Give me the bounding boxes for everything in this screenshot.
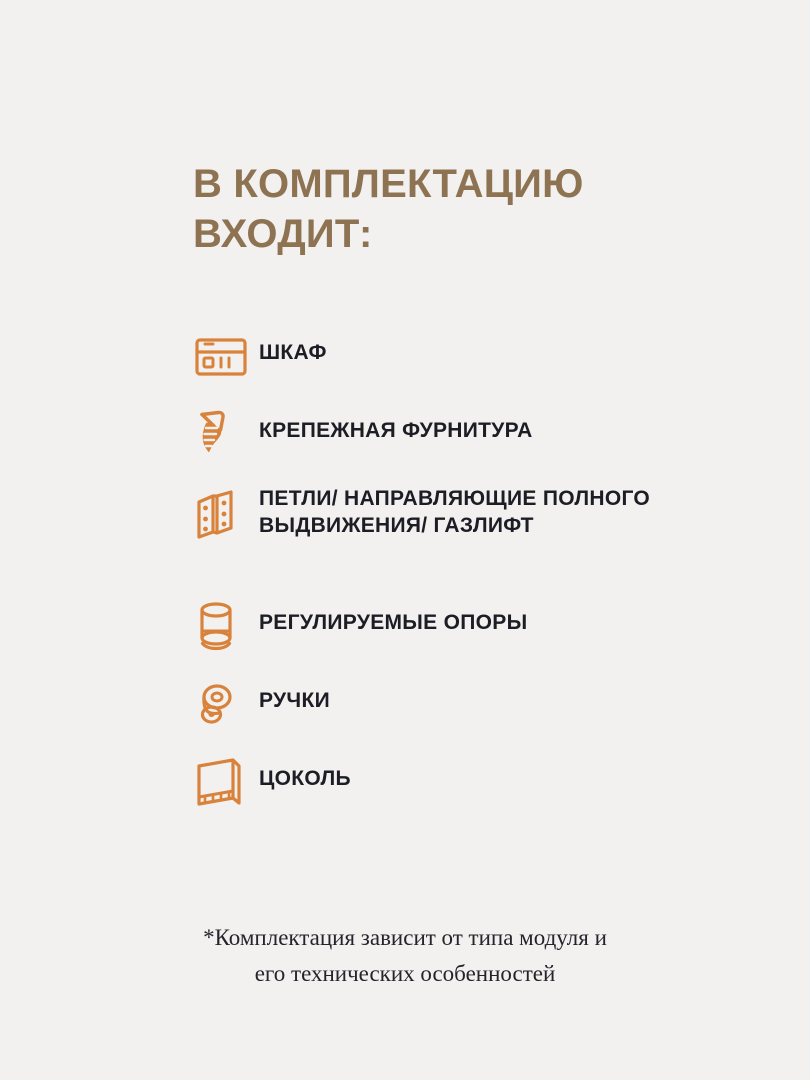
hinge-icon bbox=[193, 484, 259, 576]
list-item bbox=[193, 598, 753, 654]
list-item bbox=[193, 754, 753, 810]
page-title-line1: В КОМПЛЕКТАЦИЮ bbox=[193, 162, 584, 206]
list-item bbox=[193, 676, 753, 732]
footnote bbox=[90, 920, 720, 991]
plinth-icon bbox=[193, 754, 259, 810]
list-item bbox=[193, 406, 753, 462]
page-title bbox=[193, 160, 713, 259]
list-item-label: РУЧКИ bbox=[259, 689, 330, 712]
footnote-line1: *Комплектация зависит от типа модуля и bbox=[203, 925, 607, 950]
screw-icon bbox=[193, 406, 259, 462]
list-item-label: ПЕТЛИ/ НАПРАВЛЯЮЩИЕ ПОЛНОГО ВЫДВИЖЕНИЯ/ ГАЗЛИФТ bbox=[259, 487, 651, 537]
list-item-label: ШКАФ bbox=[259, 341, 327, 364]
list-item-label: РЕГУЛИРУЕМЫЕ ОПОРЫ bbox=[259, 611, 528, 634]
list-item-label: ЦОКОЛЬ bbox=[259, 767, 351, 790]
adjustable-foot-icon bbox=[193, 598, 259, 654]
page-title-line2: ВХОДИТ: bbox=[193, 211, 373, 256]
handle-icon bbox=[193, 676, 259, 732]
list-item bbox=[193, 484, 753, 580]
list-item bbox=[193, 328, 753, 384]
included-items-list bbox=[193, 328, 753, 832]
list-item-label: КРЕПЕЖНАЯ ФУРНИТУРА bbox=[259, 419, 533, 442]
footnote-line2: его технических особенностей bbox=[254, 960, 556, 986]
cabinet-icon bbox=[193, 328, 259, 384]
